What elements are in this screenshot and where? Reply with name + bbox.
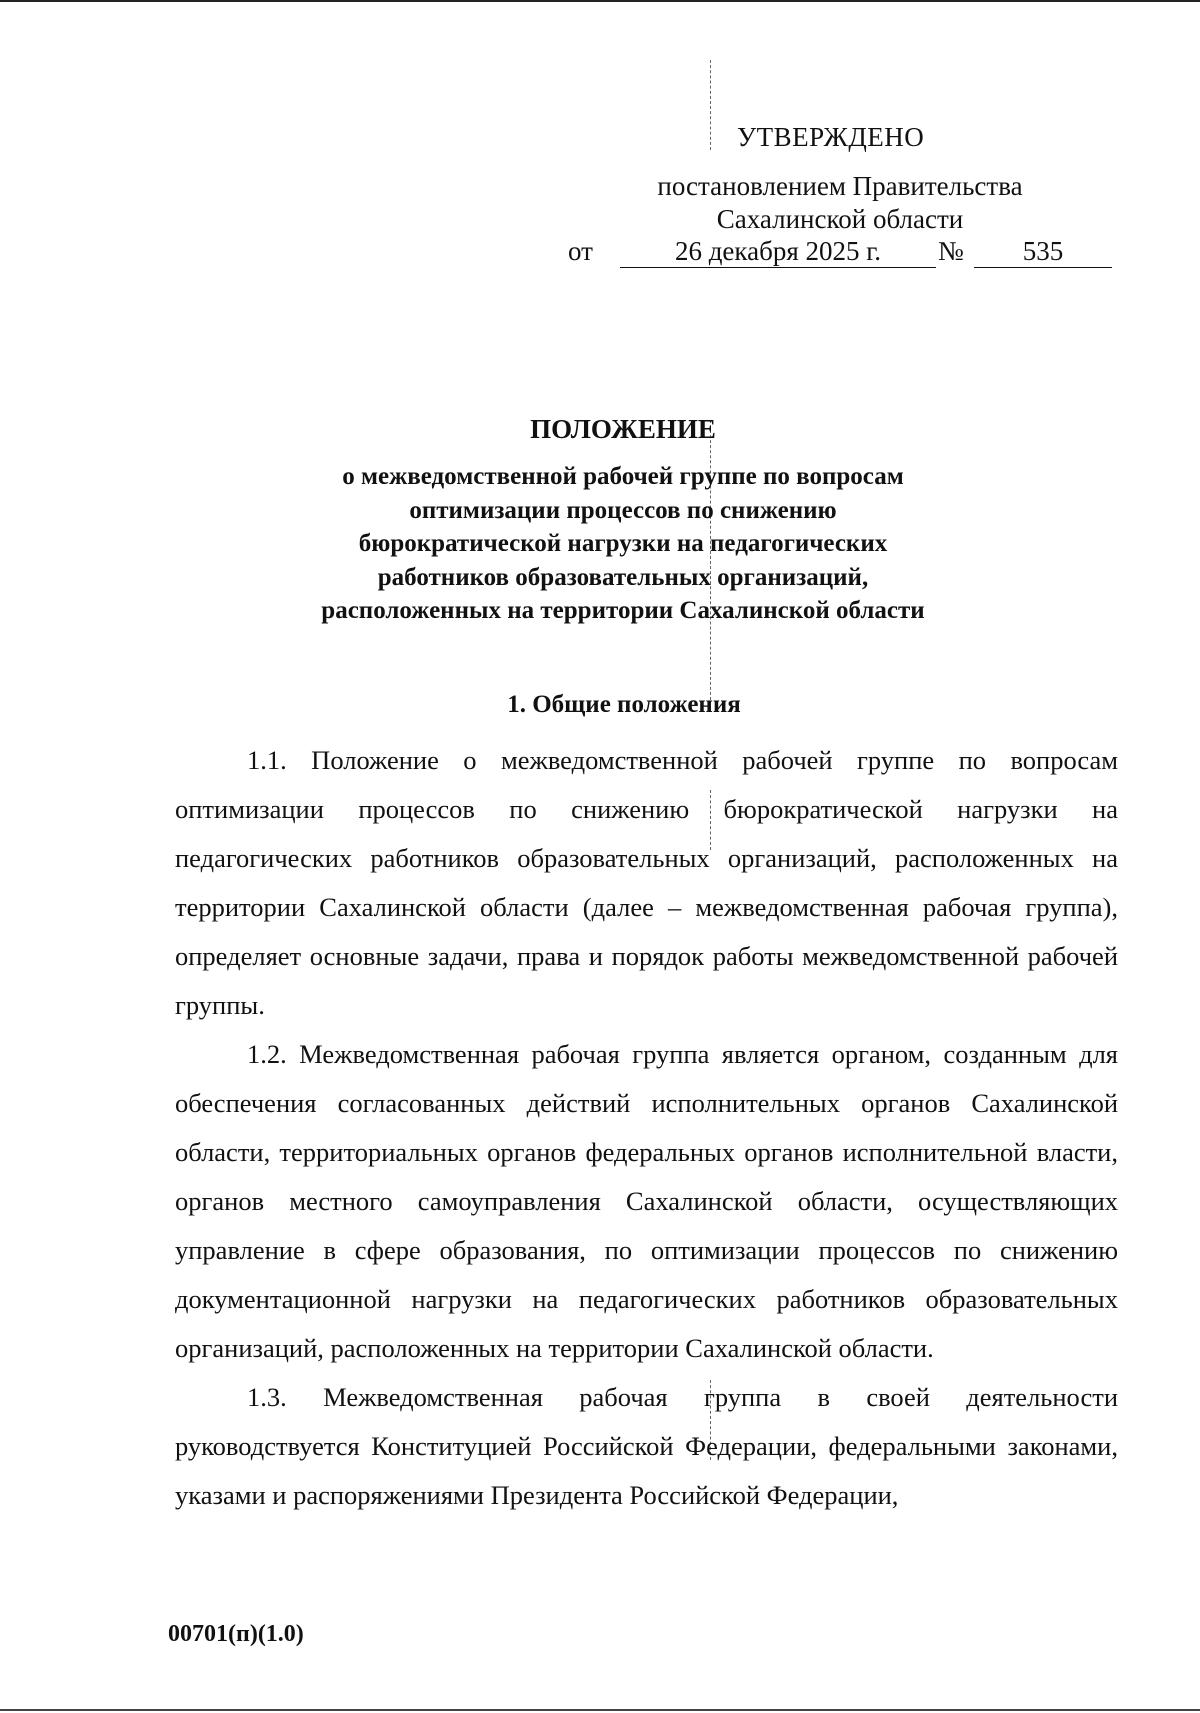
number-label: № — [938, 236, 964, 266]
paragraph: 1.2. Межведомственная рабочая группа является органом, созданным для обеспечения согласованных действий исполнительных органов Сахалинской области, территориальных органов федеральных органов исполнительной власти, органов местного самоуправления Сахалинской области, осуществляющих управление в сфере образования, по оптимизации процессов по снижению документационной нагрузки на педагогических работников образовательных организаций, расположенных на территории Сахалинской области. — [175, 1039, 1118, 1363]
decree-region: Сахалинской области — [716, 204, 964, 234]
from-label: от — [568, 236, 593, 266]
decree-date: 26 декабря 2025 г. — [620, 235, 936, 268]
approved-label: УТВЕРЖДЕНО — [737, 122, 925, 152]
decree-date-number-row — [568, 235, 1118, 271]
subtitle-line: оптимизации процессов по снижению — [409, 496, 837, 524]
document-subtitle — [0, 460, 1200, 628]
document-body — [175, 736, 1118, 1520]
scan-edge-bottom — [0, 1709, 1200, 1711]
scan-edge-top — [0, 0, 1200, 2]
subtitle-line: бюрократической нагрузки на педагогических — [358, 530, 888, 557]
form-code: 00701(п)(1.0) — [168, 1621, 304, 1647]
paragraph: 1.1. Положение о межведомственной рабочей группе по вопросам оптимизации процессов по снижению бюрократической нагрузки на педагогических работников образовательных организаций, расположенных на территории Сахалинской области (далее – межведомственная рабочая группа), определяет основные задачи, права и порядок работы межведомственной рабочей группы. — [175, 745, 1118, 1020]
section-heading: 1. Общие положения — [507, 691, 741, 718]
decree-issuer: постановлением Правительства — [657, 171, 1023, 201]
subtitle-line: о межведомственной рабочей группе по вопросам — [342, 463, 904, 490]
subtitle-line: работников образовательных организаций, — [377, 563, 869, 591]
subtitle-line: расположенных на территории Сахалинской области — [321, 597, 925, 624]
document-title: ПОЛОЖЕНИЕ — [530, 414, 716, 444]
paragraph: 1.3. Межведомственная рабочая группа в своей деятельности руководствуется Конституцией Российской Федерации, федеральными законами, указами и распоряжениями Президента Российской Федерации, — [175, 1382, 1118, 1510]
decree-number: 535 — [974, 235, 1112, 268]
fold-mark — [710, 60, 711, 150]
